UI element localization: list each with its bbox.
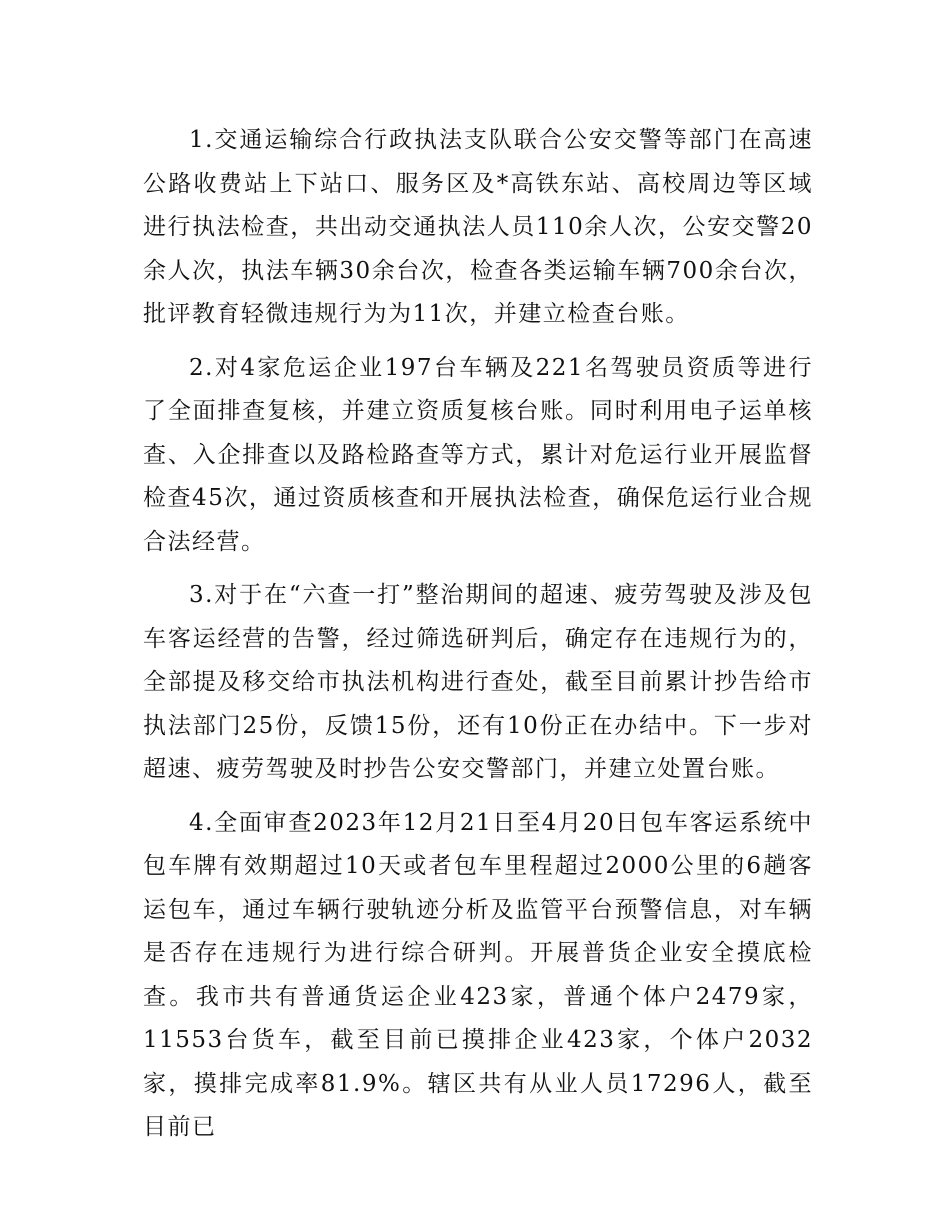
paragraph-1: 1.交通运输综合行政执法支队联合公安交警等部门在高速公路收费站上下站口、服务区及*高铁东站、高校周边等区域进行执法检查，共出动交通执法人员110余人次，公安交警20余人次，执法车辆30余台次，检查各类运输车辆700余台次，批评教育轻微违规行为为11次，并建立检查台账。 xyxy=(143,127,813,327)
paragraph-2: 2.对4家危运企业197台车辆及221名驾驶员资质等进行了全面排查复核，并建立资质复核台账。同时利用电子运单核查、入企排查以及路检路查等方式，累计对危运行业开展监督检查45次，通过资质核查和开展执法检查，确保危运行业合规合法经营。 xyxy=(143,354,813,555)
document-body xyxy=(143,119,813,1160)
paragraph-3: 3.对于在“六查一打”整治期间的超速、疲劳驾驶及涉及包车客运经营的告警，经过筛选研判后，确定存在违规行为的，全部提及移交给市执法机构进行查处，截至目前累计抄告给市执法部门25份，反馈15份，还有10份正在办结中。下一步对超速、疲劳驾驶及时抄告公安交警部门，并建立处置台账。 xyxy=(143,582,813,782)
paragraph-4: 4.全面审查2023年12月21日至4月20日包车客运系统中包车牌有效期超过10天或者包车里程超过2000公里的6趟客运包车，通过车辆行驶轨迹分析及监管平台预警信息，对车辆是否存在违规行为进行综合研判。开展普货企业安全摸底检查。我市共有普通货运企业423家，普通个体户2479家，11553台货车，截至目前已摸排企业423家，个体户2032家，摸排完成率81.9%。辖区共有从业人员17296人，截至目前已 xyxy=(143,809,813,1140)
